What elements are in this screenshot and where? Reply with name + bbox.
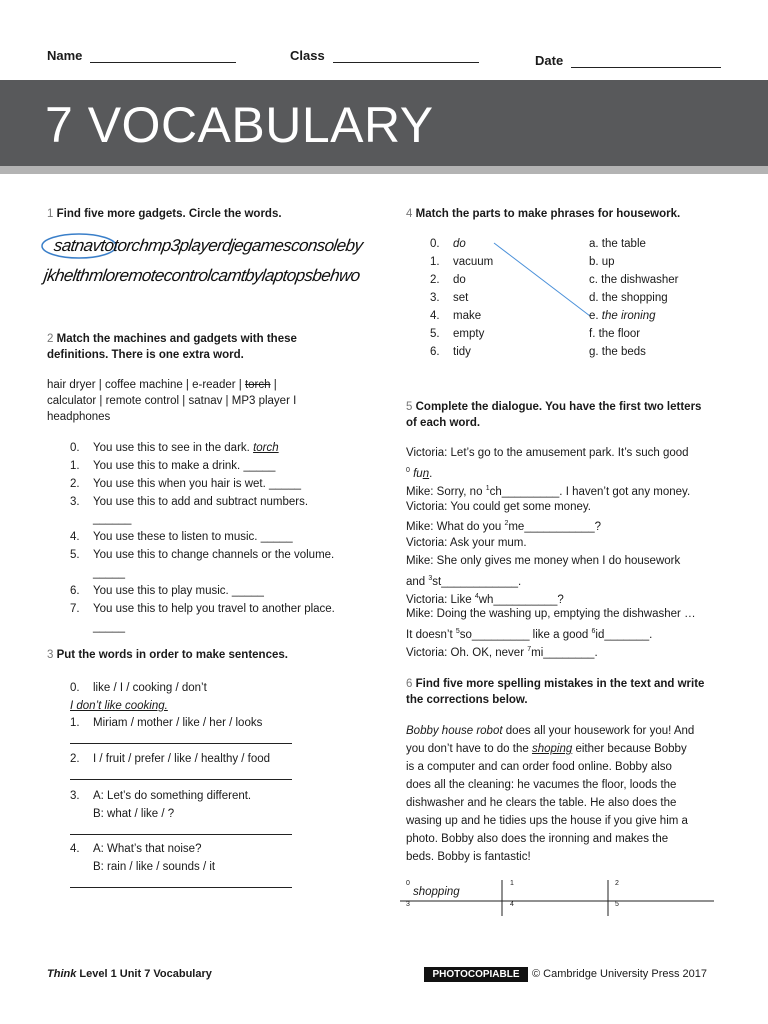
q2-item-6-num: 6. [70,585,80,597]
q2-item-5-blank[interactable]: _____ [93,567,125,579]
q6-title [406,676,704,692]
q2-item-4-num: 4. [70,531,80,543]
q6-line-3: is a computer and can order food online. Bobby also [406,761,672,773]
q2-item-1-text[interactable]: You use this to make a drink. _____ [93,460,276,472]
q6-mistake-example: shoping [531,743,573,755]
q6-grid-answer-0: shopping [413,886,460,898]
q2-wordbox-line-2: calculator | remote control | satnav | MP3 player I [47,395,297,407]
q6-grid-num-3[interactable]: 3 [406,901,410,908]
q5-sup-0: 0 [406,467,410,474]
q5-line-9[interactable] [406,589,564,608]
q3-item-3-line-a: A: Let’s do something different. [93,790,252,802]
q5-sup-1: 1 [485,485,490,492]
q4-right-e-answer: the ironing [601,310,656,322]
q6-grid-num-1[interactable]: 1 [510,880,514,887]
q2-word-torch-struck: torch [244,379,271,391]
q3-item-2-num: 2. [70,753,80,765]
q6-number: 6 [406,678,413,690]
class-label: Class [290,48,325,63]
q5-sup-6: 6 [591,628,596,635]
q5-line-11[interactable] [406,624,652,643]
banner-shadow [0,166,768,174]
wordsearch-line-1: satnavtotorchmp3playerdjegamesconsoleby [52,236,364,255]
q2-item-6-text[interactable]: You use this to play music. _____ [93,585,264,597]
q3-item-2-words: I / fruit / prefer / like / healthy / food [93,753,271,765]
q5-sup-2: 2 [504,520,509,527]
q5-line-4: Victoria: You could get some money. [406,501,591,513]
q3-item-4-line-a: A: What’s that noise? [93,843,202,855]
q2-item-2-num: 2. [70,478,80,490]
q6-line-2-c: either because Bobby [572,743,687,755]
q4-left-1-word: vacuum [453,256,494,268]
q5-sup-3: 3 [428,575,433,582]
q2-item-5-text: You use this to change channels or the volume. [93,549,335,561]
q2-words-b: | [273,379,277,391]
q6-line-1 [406,723,694,739]
q5-line-9-a: Victoria: Like [406,593,472,606]
q4-left-0-num: 0. [430,238,440,250]
q6-grid-num-5[interactable]: 5 [615,901,619,908]
q4-left-3-word: set [453,292,469,304]
class-input-line[interactable] [333,50,479,63]
q5-line-12-b: mi________. [531,646,598,659]
q3-instruction: Put the words in order to make sentences. [56,649,288,661]
q3-item-4-num: 4. [70,843,80,855]
q3-number: 3 [47,649,54,661]
q3-item-3-answer-line[interactable] [70,824,292,840]
q6-line-6: wasing up and he tidies ups the house if you give him a [406,815,688,827]
q6-line-1-rest: does all your housework for you! And [502,725,695,737]
q5-line-2 [406,463,432,482]
q2-item-7-text: You use this to help you travel to another place. [93,603,335,615]
q4-right-e [589,308,656,324]
q6-line-2-a: you don’t have to do the [406,743,532,755]
date-input-line[interactable] [571,55,721,68]
q6-grid-num-4[interactable]: 4 [510,901,514,908]
q4-left-5-word: empty [453,328,485,340]
q4-match-line [490,240,600,320]
q5-title [406,399,701,415]
footer-unit: Level 1 Unit 7 Vocabulary [76,968,212,980]
q3-item-0-num: 0. [70,682,80,694]
q3-item-1-answer-line[interactable] [70,733,292,749]
footer-book-info [47,968,212,980]
q4-right-f: f. the floor [589,328,641,340]
q5-line-6: Victoria: Ask your mum. [406,537,527,549]
q4-right-d: d. the shopping [589,292,668,304]
q2-title [47,331,297,347]
q5-line-8-b: st____________. [432,575,522,588]
q2-words-a: hair dryer | coffee machine | e-reader | [47,379,242,391]
q3-item-0-answer: I don’t like cooking. [70,700,168,712]
q5-line-12[interactable] [406,642,598,661]
name-input-line[interactable] [90,50,236,63]
q2-item-5-num: 5. [70,549,80,561]
q4-left-2-word: do [453,274,466,286]
q2-item-3-num: 3. [70,496,80,508]
q5-line-3-a: Mike: Sorry, no [406,485,483,498]
q5-instruction-1: Complete the dialogue. You have the first two letters [415,401,702,413]
q5-line-10: Mike: Doing the washing up, emptying the dishwasher … [406,608,696,620]
q4-left-3-num: 3. [430,292,440,304]
q6-grid-num-0: 0 [406,880,410,887]
q2-item-7-blank[interactable]: _____ [93,621,125,633]
q6-line-4: does all the cleaning: he vacumes the floor, loods the [406,779,677,791]
q4-right-a: a. the table [589,238,646,250]
q6-line-8: beds. Bobby is fantastic! [406,851,531,863]
q4-title [406,206,680,222]
q3-item-0-words: like / I / cooking / don’t [93,682,207,694]
q5-line-11-b: so_________ like a good [459,628,589,641]
q4-left-0-word: do [453,238,466,250]
q5-number: 5 [406,401,413,413]
q4-left-6-word: tidy [453,346,471,358]
q5-line-5[interactable] [406,516,601,535]
name-field [47,48,236,63]
q2-item-0-num: 0. [70,442,80,454]
q2-item-0-text: You use this to see in the dark. [93,442,250,454]
q5-sup-4: 4 [474,593,479,600]
q5-answer-0-letter: n [422,467,430,480]
copyright: © Cambridge University Press 2017 [532,968,708,980]
q4-left-4-word: make [453,310,482,322]
q5-line-11-c: id_______. [595,628,653,641]
wordsearch-line-2: jkhelthmloremotecontrolcamtbylaptopsbehwo [42,266,361,285]
q4-right-c: c. the dishwasher [589,274,679,286]
q1-instruction: Find five more gadgets. Circle the words. [56,208,282,220]
q2-instruction-2: definitions. There is one extra word. [47,349,244,361]
q4-right-e-letter: e. [589,310,599,322]
name-label: Name [47,48,83,63]
q4-right-b: b. up [589,256,615,268]
q5-line-3-b: ch_________. I haven’t got any money. [489,485,691,498]
q3-item-1-words: Miriam / mother / like / her / looks [93,717,263,729]
q4-left-6-num: 6. [430,346,440,358]
q3-item-2-answer-line[interactable] [70,769,292,785]
q3-item-4-line-b: B: rain / like / sounds / it [93,861,216,873]
q4-number: 4 [406,208,413,220]
q2-instruction-1: Match the machines and gadgets with these [56,333,297,345]
q2-item-4-text[interactable]: You use these to listen to music. _____ [93,531,293,543]
q5-line-3[interactable] [406,481,690,500]
q2-item-0 [93,440,279,456]
q5-answer-0-prefix: fu [413,467,423,480]
page-title: 7 VOCABULARY [45,97,434,153]
q4-left-2-num: 2. [430,274,440,286]
q6-product-name: Bobby house robot [406,725,503,737]
q6-instruction-1: Find five more spelling mistakes in the text and write [415,678,705,690]
q2-item-1-num: 1. [70,460,80,472]
q4-left-1-num: 1. [430,256,440,268]
q5-line-8[interactable] [406,571,521,590]
class-field [290,48,479,63]
date-field [535,53,721,68]
q5-line-8-a: and [406,575,426,588]
q5-line-5-a: Mike: What do you [406,520,502,533]
q3-item-3-num: 3. [70,790,80,802]
q3-item-4-answer-line[interactable] [70,877,292,893]
q2-number: 2 [47,333,54,345]
q6-grid-num-2[interactable]: 2 [615,880,619,887]
footer-book-title: Think [47,968,77,980]
q3-item-3-line-b: B: what / like / ? [93,808,175,820]
q3-item-1-num: 1. [70,717,80,729]
q6-line-7: photo. Bobby also does the ironning and makes the [406,833,669,845]
q1-number: 1 [47,208,54,220]
q4-left-5-num: 5. [430,328,440,340]
q2-item-2-text[interactable]: You use this when you hair is wet. _____ [93,478,301,490]
photocopiable-badge: PHOTOCOPIABLE [424,967,528,982]
q5-line-12-a: Victoria: Oh. OK, never [406,646,525,659]
q6-line-5: dishwasher and he clears the table. He also does the [406,797,677,809]
q2-item-7-num: 7. [70,603,80,615]
q4-left-4-num: 4. [430,310,440,322]
q2-wordbox-line-1 [47,377,277,393]
q2-wordbox-line-3: headphones [47,411,111,423]
q5-line-1: Victoria: Let’s go to the amusement park. It’s such good [406,447,689,459]
q5-line-9-b: wh__________? [478,593,564,606]
q3-title [47,647,288,663]
q4-instruction: Match the parts to make phrases for housework. [415,208,681,220]
q5-line-7: Mike: She only gives me money when I do housework [406,555,681,567]
q4-right-g: g. the beds [589,346,646,358]
q2-item-3-text: You use this to add and subtract numbers. [93,496,309,508]
date-label: Date [535,53,564,68]
q6-line-2 [406,741,687,757]
q1-title [47,206,282,222]
q5-line-5-b: me___________? [508,520,602,533]
q5-answer-0-stop: . [429,467,433,480]
q5-line-11-a: It doesn’t [406,628,453,641]
q5-sup-5: 5 [455,628,460,635]
q6-instruction-2: the corrections below. [406,694,528,706]
q2-item-0-answer: torch [253,442,279,454]
q5-instruction-2: of each word. [406,417,481,429]
q2-item-3-blank[interactable]: ______ [93,513,132,525]
q5-sup-7: 7 [527,646,532,653]
